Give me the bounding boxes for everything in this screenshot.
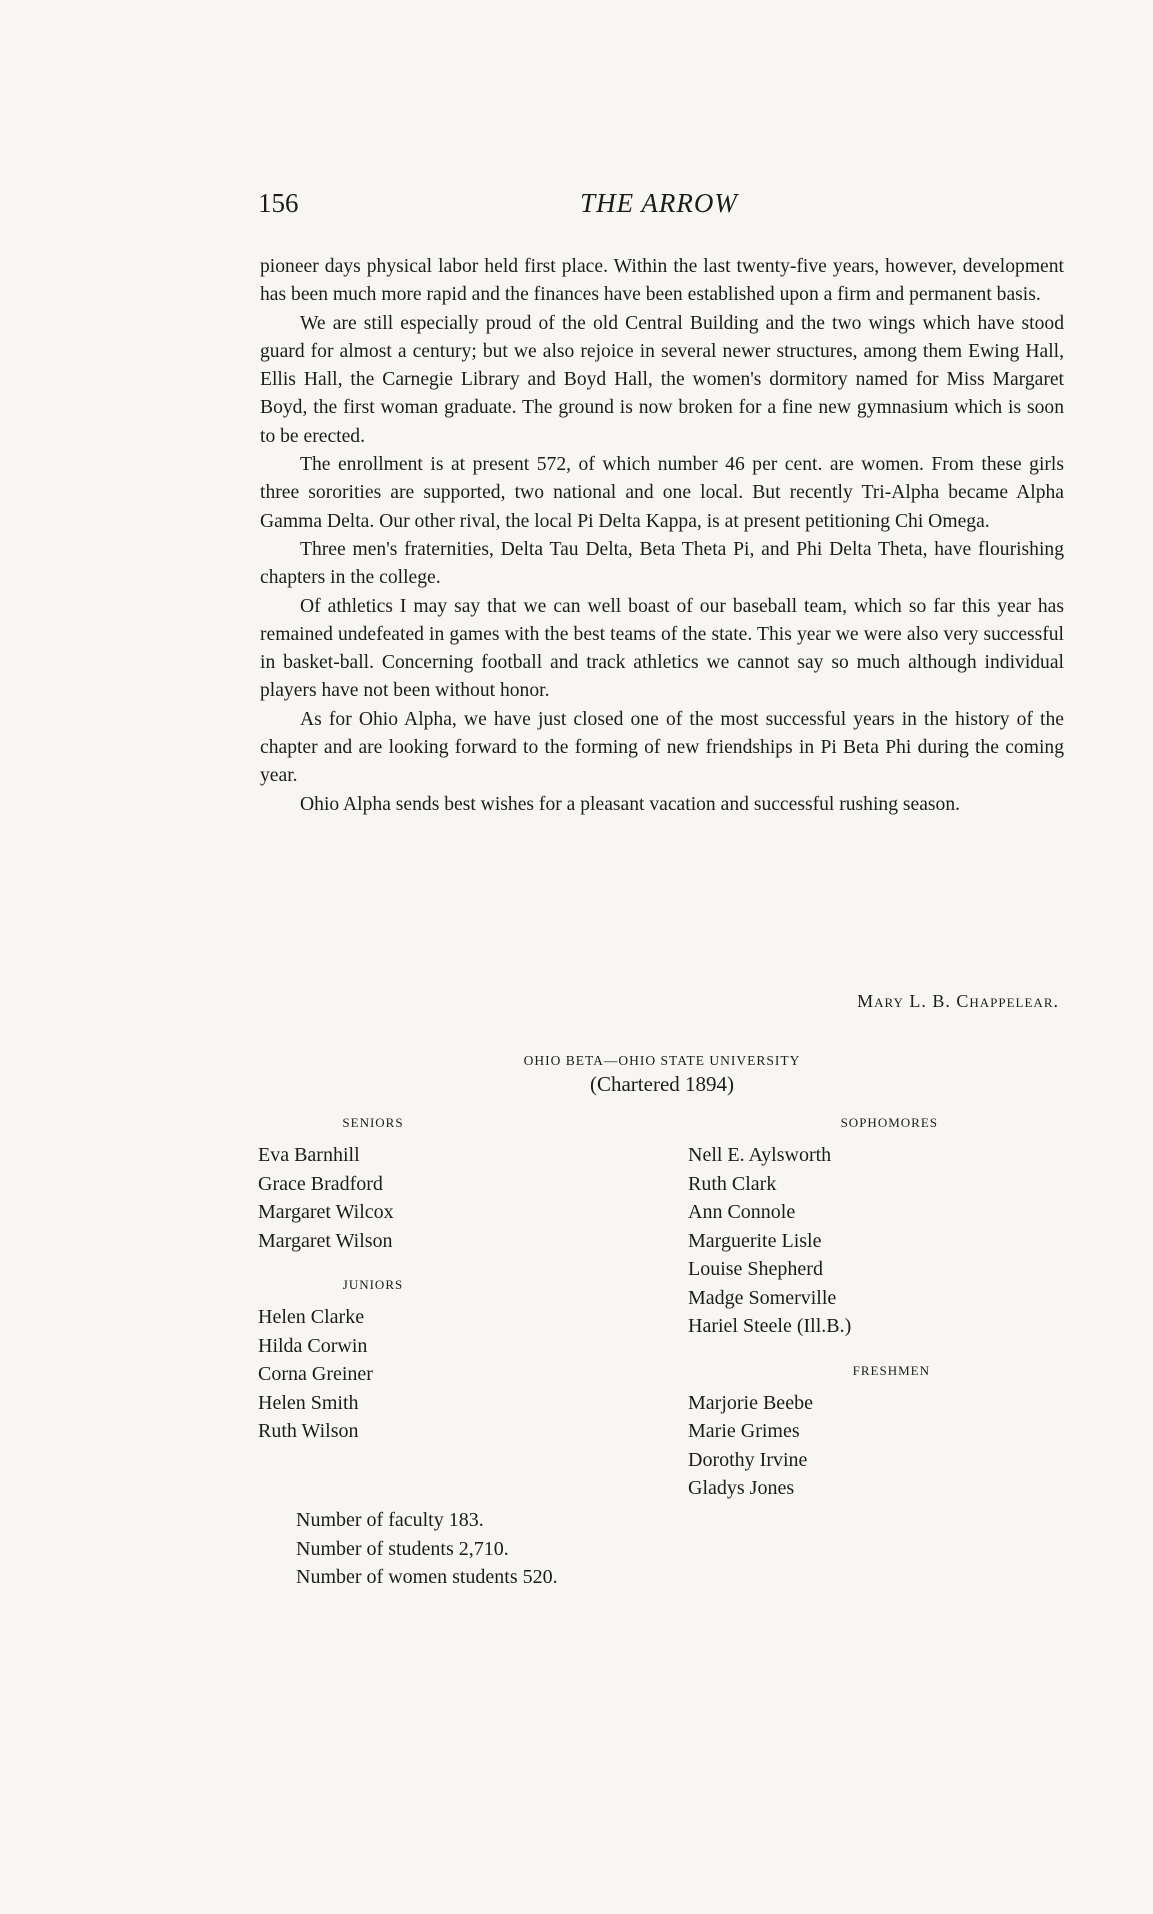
seniors-heading: SENIORS	[342, 1115, 404, 1130]
paragraph: pioneer days physical labor held first place. Within the last twenty-five years, however, development has been much more rapid and the finances have been established upon a firm and permanent basis.	[260, 256, 1064, 306]
member-name: Madge Somerville	[688, 1286, 837, 1309]
running-title: THE ARROW	[580, 188, 738, 218]
member-name: Marie Grimes	[688, 1420, 800, 1442]
member-name: Hilda Corwin	[258, 1334, 368, 1357]
member-name: Eva Barnhill	[258, 1144, 360, 1166]
paragraph: The enrollment is at present 572, of which number 46 per cent. are women. From these girls three sororities are supported, two national and one local. But recently Tri-Alpha became Alpha Gamma Delta. Our other rival, the local Pi Delta Kappa, is at present petitioning Chi Omega.	[260, 454, 1064, 532]
member-name: Dorothy Irvine	[688, 1448, 808, 1471]
member-name: Hariel Steele (Ill.B.)	[688, 1315, 852, 1337]
faculty-count: Number of faculty 183.	[296, 1509, 484, 1531]
member-name: Ann Connole	[688, 1201, 796, 1223]
author-signature: Mary L. B. Chappelear.	[857, 991, 1059, 1011]
students-count: Number of students 2,710.	[296, 1537, 509, 1560]
member-name: Helen Smith	[258, 1391, 359, 1414]
member-name: Corna Greiner	[258, 1363, 373, 1385]
member-name: Marjorie Beebe	[688, 1391, 813, 1414]
member-name: Ruth Clark	[688, 1172, 777, 1195]
paragraph: Of athletics I may say that we can well boast of our baseball team, which so far this year has remained undefeated in games with the best teams of the state. This year we were also very successful in basket-ball. Concerning football and track athletics we cannot say so much although individual players have not been without honor.	[260, 595, 1064, 702]
page-number: 156	[258, 188, 299, 218]
member-name: Margaret Wilson	[258, 1229, 393, 1252]
paragraph: We are still especially proud of the old Central Building and the two wings which have stood guard for almost a century; but we also rejoice in several newer structures, among them Ewing Hall, Ellis Hall, the Carnegie Library and Boyd Hall, the women's dormitory named for Miss Margaret Boyd, the first woman graduate. The ground is now broken for a fine new gymnasium which is soon to be erected.	[260, 312, 1064, 447]
paragraph: Three men's fraternities, Delta Tau Delta, Beta Theta Pi, and Phi Delta Theta, have flourishing chapters in the college.	[260, 538, 1064, 589]
sophomores-heading: SOPHOMORES	[840, 1115, 938, 1130]
member-name: Marguerite Lisle	[688, 1229, 822, 1252]
chartered-date: (Chartered 1894)	[589, 1072, 735, 1096]
juniors-heading: JUNIORS	[342, 1277, 404, 1292]
page-header	[258, 188, 1060, 228]
chapter-heading: OHIO BETA—OHIO STATE UNIVERSITY	[523, 1053, 801, 1068]
member-name: Louise Shepherd	[688, 1258, 823, 1280]
paragraph: Ohio Alpha sends best wishes for a pleasant vacation and successful rushing season.	[300, 793, 961, 815]
member-name: Helen Clarke	[258, 1306, 365, 1328]
member-name: Nell E. Aylsworth	[688, 1144, 832, 1166]
women-students-count: Number of women students 520.	[296, 1566, 558, 1588]
freshmen-heading: FRESHMEN	[852, 1362, 930, 1378]
article-body	[260, 253, 1064, 819]
paragraph: As for Ohio Alpha, we have just closed one of the most successful years in the history of the chapter and are looking forward to the forming of new friendships in Pi Beta Phi during the coming year.	[260, 708, 1064, 787]
roster-left-column	[258, 1113, 598, 1446]
member-name: Margaret Wilcox	[258, 1201, 394, 1223]
member-name: Ruth Wilson	[258, 1420, 359, 1442]
university-statistics	[296, 1506, 558, 1592]
member-name: Gladys Jones	[688, 1477, 795, 1499]
roster-right-column	[688, 1113, 1028, 1503]
member-name: Grace Bradford	[258, 1172, 383, 1195]
